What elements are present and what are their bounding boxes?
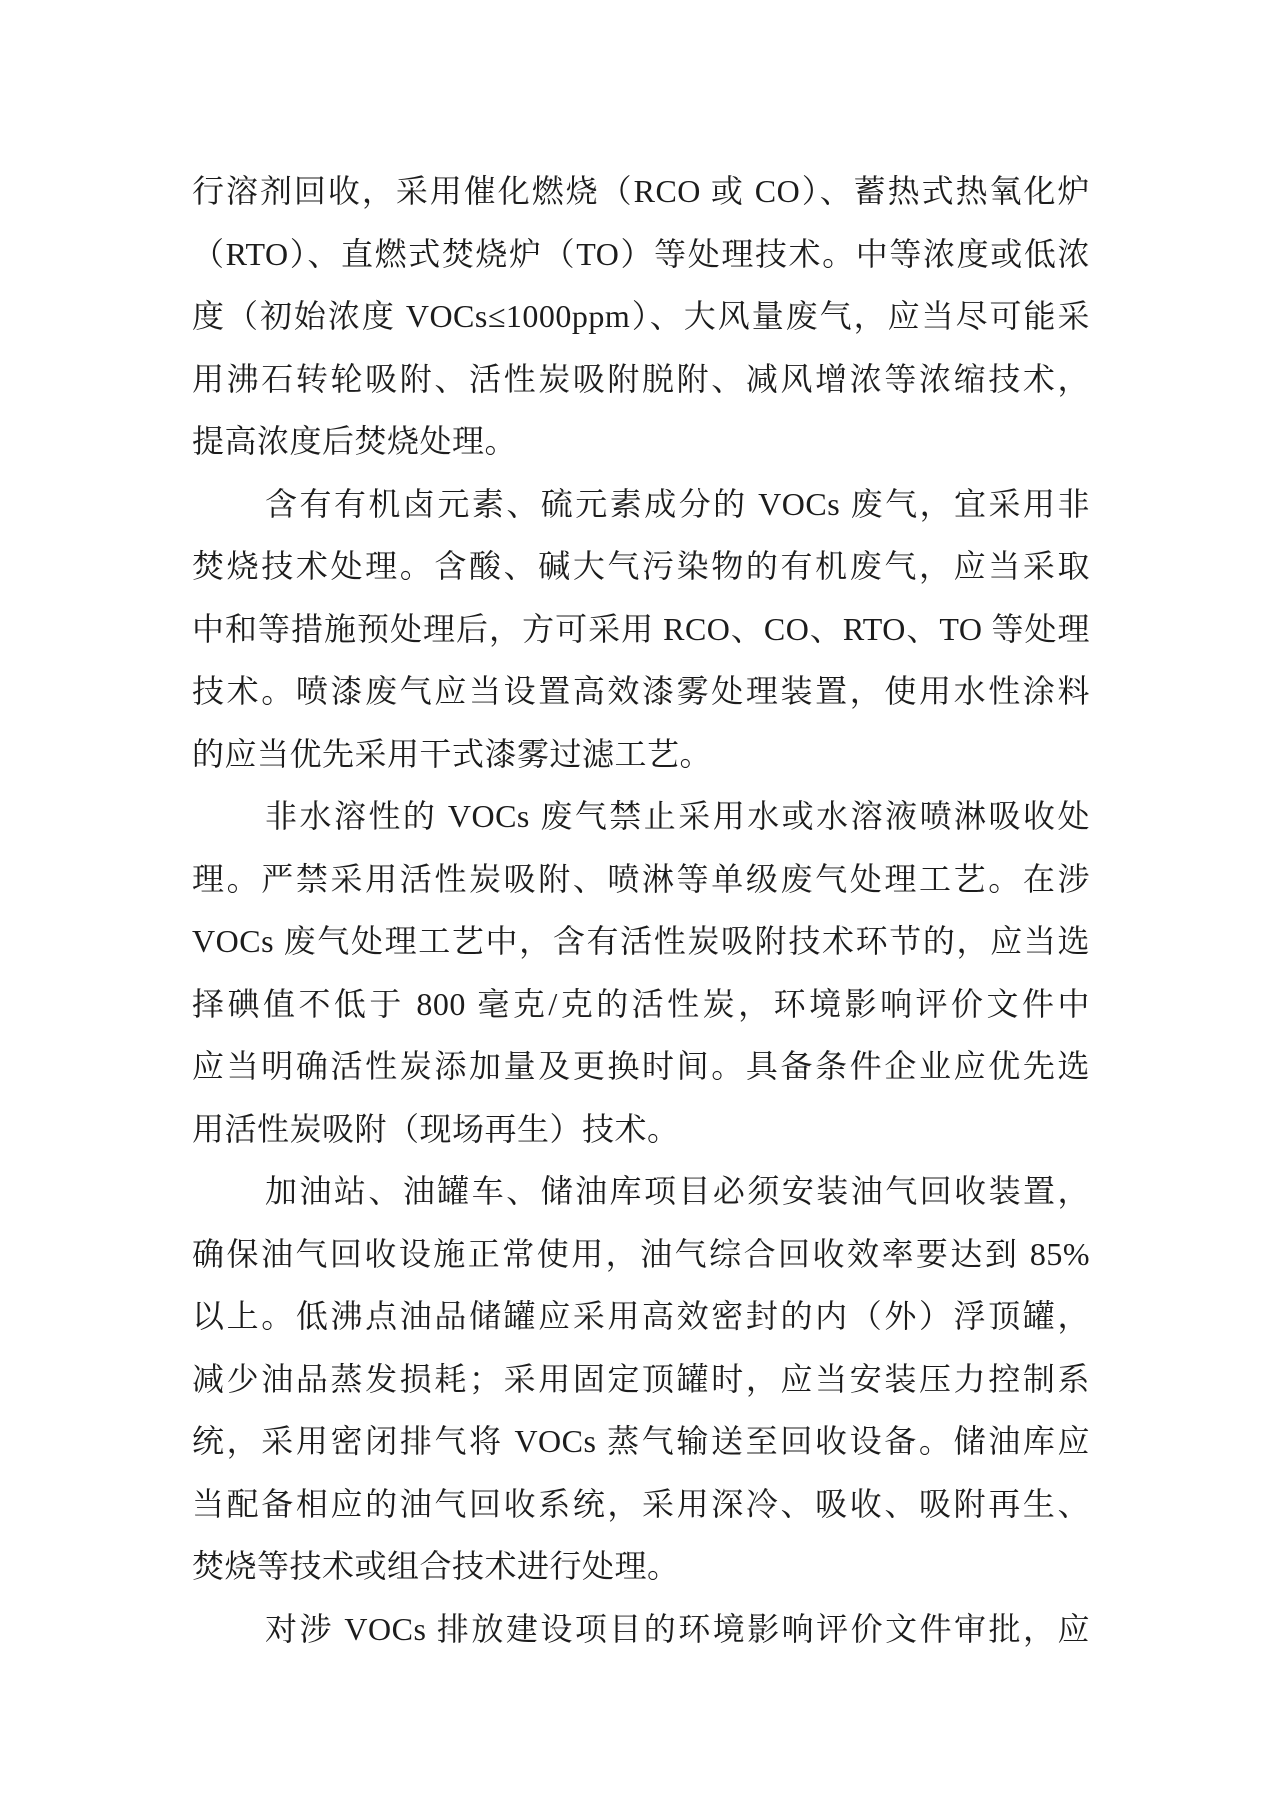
text-line: VOCs 废气处理工艺中，含有活性炭吸附技术环节的，应当选 xyxy=(192,923,1090,959)
text-line: 当配备相应的油气回收系统，采用深冷、吸收、吸附再生、 xyxy=(192,1485,1090,1522)
text-line: 用沸石转轮吸附、活性炭吸附脱附、减风增浓等浓缩技术， xyxy=(192,360,1090,397)
text-line: 焚烧等技术或组合技术进行处理。 xyxy=(192,1548,680,1584)
paragraph xyxy=(192,160,1090,473)
text-line: 度（初始浓度 VOCs≤1000ppm）、大风量废气，应当尽可能采 xyxy=(192,298,1090,334)
text-line: 对涉 VOCs 排放建设项目的环境影响评价文件审批，应 xyxy=(265,1610,1090,1647)
paragraph xyxy=(192,473,1090,786)
text-line: 应当明确活性炭添加量及更换时间。具备条件企业应优先选 xyxy=(192,1048,1090,1084)
paragraph xyxy=(192,1160,1090,1598)
text-line: 行溶剂回收，采用催化燃烧（RCO 或 CO）、蓄热式热氧化炉 xyxy=(192,173,1090,209)
text-line: 减少油品蒸发损耗；采用固定顶罐时，应当安装压力控制系 xyxy=(192,1360,1090,1397)
text-line: 的应当优先采用干式漆雾过滤工艺。 xyxy=(192,735,713,772)
text-line: 统，采用密闭排气将 VOCs 蒸气输送至回收设备。储油库应 xyxy=(192,1423,1090,1459)
paragraph xyxy=(192,1598,1090,1661)
paragraph xyxy=(192,785,1090,1160)
text-line: 技术。喷漆废气应当设置高效漆雾处理装置，使用水性涂料 xyxy=(192,673,1090,709)
text-line: 焚烧技术处理。含酸、碱大气污染物的有机废气，应当采取 xyxy=(192,548,1090,584)
text-line: 含有有机卤元素、硫元素成分的 VOCs 废气，宜采用非 xyxy=(265,485,1090,522)
text-line: 非水溶性的 VOCs 废气禁止采用水或水溶液喷淋吸收处 xyxy=(265,798,1090,834)
text-line: 用活性炭吸附（现场再生）技术。 xyxy=(192,1110,680,1147)
text-line: 提高浓度后焚烧处理。 xyxy=(192,423,518,459)
document-body xyxy=(192,160,1090,1660)
text-line: 加油站、油罐车、储油库项目必须安装油气回收装置， xyxy=(265,1173,1090,1209)
text-line: 择碘值不低于 800 毫克/克的活性炭，环境影响评价文件中 xyxy=(192,985,1090,1022)
text-line: 理。严禁采用活性炭吸附、喷淋等单级废气处理工艺。在涉 xyxy=(192,860,1090,897)
text-line: 以上。低沸点油品储罐应采用高效密封的内（外）浮顶罐， xyxy=(192,1298,1090,1334)
text-line: 确保油气回收设施正常使用，油气综合回收效率要达到 85% xyxy=(192,1235,1090,1272)
text-line: 中和等措施预处理后，方可采用 RCO、CO、RTO、TO 等处理 xyxy=(192,610,1090,647)
text-line: （RTO）、直燃式焚烧炉（TO）等处理技术。中等浓度或低浓 xyxy=(192,235,1090,272)
